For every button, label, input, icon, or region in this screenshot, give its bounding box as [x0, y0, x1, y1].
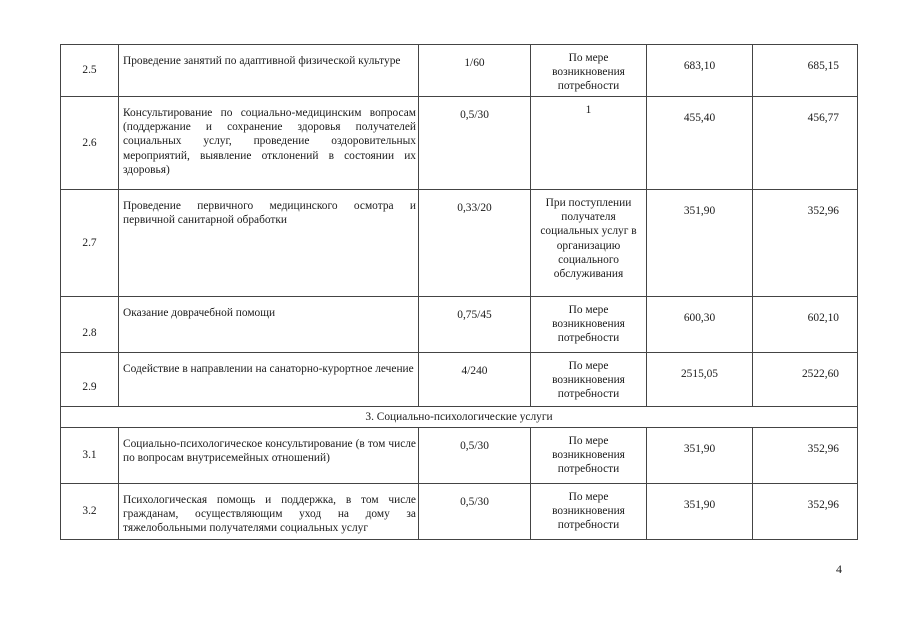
row-number: 2.9 — [61, 353, 119, 407]
price-2: 685,15 — [753, 45, 858, 97]
price-1: 351,90 — [647, 484, 753, 540]
table-row — [61, 45, 858, 97]
frequency: По мере возникновения потребности — [531, 45, 647, 97]
service-name: Оказание доврачебной помощи — [119, 297, 419, 353]
table-row — [61, 297, 858, 353]
price-1: 351,90 — [647, 428, 753, 484]
frequency: По мере возникновения потребности — [531, 353, 647, 407]
time-norm: 0,5/30 — [419, 97, 531, 190]
time-norm: 0,75/45 — [419, 297, 531, 353]
time-norm: 1/60 — [419, 45, 531, 97]
table-row — [61, 428, 858, 484]
frequency: По мере возникновения потребности — [531, 428, 647, 484]
table-row — [61, 97, 858, 190]
price-1: 351,90 — [647, 190, 753, 297]
price-2: 352,96 — [753, 428, 858, 484]
price-1: 2515,05 — [647, 353, 753, 407]
service-name: Психологическая помощь и поддержка, в том числе гражданам, осуществляющим уход на дому за тяжелобольными получателями социальных услуг — [119, 484, 419, 540]
page-number: 4 — [836, 562, 842, 576]
time-norm: 4/240 — [419, 353, 531, 407]
row-number: 3.2 — [61, 484, 119, 540]
price-2: 2522,60 — [753, 353, 858, 407]
price-2: 602,10 — [753, 297, 858, 353]
service-name: Проведение занятий по адаптивной физической культуре — [119, 45, 419, 97]
section-title: 3. Социально-психологические услуги — [61, 407, 858, 428]
time-norm: 0,5/30 — [419, 428, 531, 484]
frequency: 1 — [531, 97, 647, 190]
time-norm: 0,5/30 — [419, 484, 531, 540]
services-tariff-table — [60, 44, 858, 540]
row-number: 2.7 — [61, 190, 119, 297]
table-row — [61, 190, 858, 297]
price-1: 600,30 — [647, 297, 753, 353]
frequency: При поступлении получателя социальных услуг в организацию социального обслуживания — [531, 190, 647, 297]
table-row — [61, 353, 858, 407]
price-2: 352,96 — [753, 484, 858, 540]
frequency: По мере возникновения потребности — [531, 297, 647, 353]
price-2: 352,96 — [753, 190, 858, 297]
service-name: Консультирование по социально-медицинским вопросам (поддержание и сохранение здоровья получателей социальных услуг, проведение оздоровительных мероприятий, выявление отклонений в состоянии их здоровья) — [119, 97, 419, 190]
price-1: 455,40 — [647, 97, 753, 190]
frequency: По мере возникновения потребности — [531, 484, 647, 540]
service-name: Содействие в направлении на санаторно-курортное лечение — [119, 353, 419, 407]
row-number: 2.5 — [61, 45, 119, 97]
row-number: 2.8 — [61, 297, 119, 353]
row-number: 2.6 — [61, 97, 119, 190]
row-number: 3.1 — [61, 428, 119, 484]
table-row — [61, 484, 858, 540]
service-name: Проведение первичного медицинского осмотра и первичной санитарной обработки — [119, 190, 419, 297]
price-1: 683,10 — [647, 45, 753, 97]
time-norm: 0,33/20 — [419, 190, 531, 297]
service-name: Социально-психологическое консультирование (в том числе по вопросам внутрисемейных отношений) — [119, 428, 419, 484]
section-header-row — [61, 407, 858, 428]
price-2: 456,77 — [753, 97, 858, 190]
